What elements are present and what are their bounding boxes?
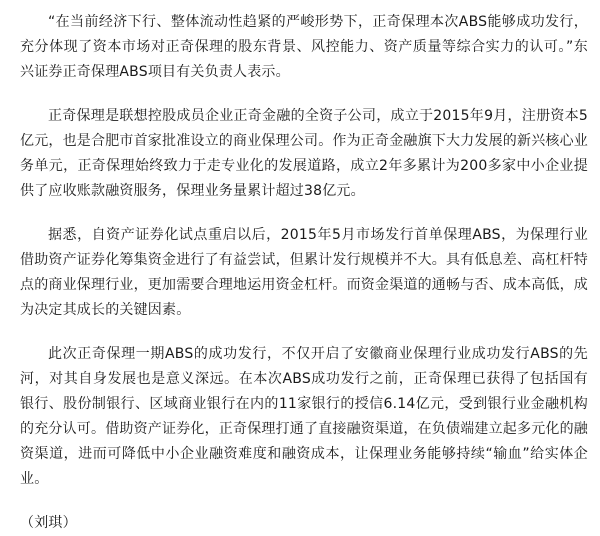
article-body [20, 10, 588, 536]
author-byline: （刘琪） [20, 515, 77, 531]
paragraph-industry-background: 据悉，自资产证券化试点重启以后，2015年5月市场发行首单保理ABS，为保理行业借助资产证券化筹集资金进行了有益尝试，但累计发行规模并不大。具有低息差、高杠杆特点的商业保理行业，更加需要合理地运用资金杠杆。而资金渠道的通畅与否、成本高低，成为决定其成长的关键因素。 [20, 227, 588, 318]
paragraph-company-profile: 正奇保理是联想控股成员企业正奇金融的全资子公司，成立于2015年9月，注册资本5亿元，也是合肥市首家批准设立的商业保理公司。作为正奇金融旗下大力发展的新兴核心业务单元，正奇保理始终致力于走专业化的发展道路，成立2年多累计为200多家中小企业提供了应收账款融资服务，保理业务量累计超过38亿元。 [20, 108, 588, 199]
paragraph-significance: 此次正奇保理一期ABS的成功发行，不仅开启了安徽商业保理行业成功发行ABS的先河，对其自身发展也是意义深远。在本次ABS成功发行之前，正奇保理已获得了包括国有银行、股份制银行、区域商业银行在内的11家银行的授信6.14亿元，受到银行业金融机构的充分认可。借助资产证券化，正奇保理打通了直接融资渠道，在负债端建立起多元化的融资渠道，进而可降低中小企业融资难度和融资成本，让保理业务能够持续“输血”给实体企业。 [20, 346, 588, 487]
paragraph-quote: “在当前经济下行、整体流动性趋紧的严峻形势下，正奇保理本次ABS能够成功发行，充分体现了资本市场对正奇保理的股东背景、风控能力、资产质量等综合实力的认可。”东兴证券正奇保理ABS项目有关负责人表示。 [20, 14, 588, 80]
